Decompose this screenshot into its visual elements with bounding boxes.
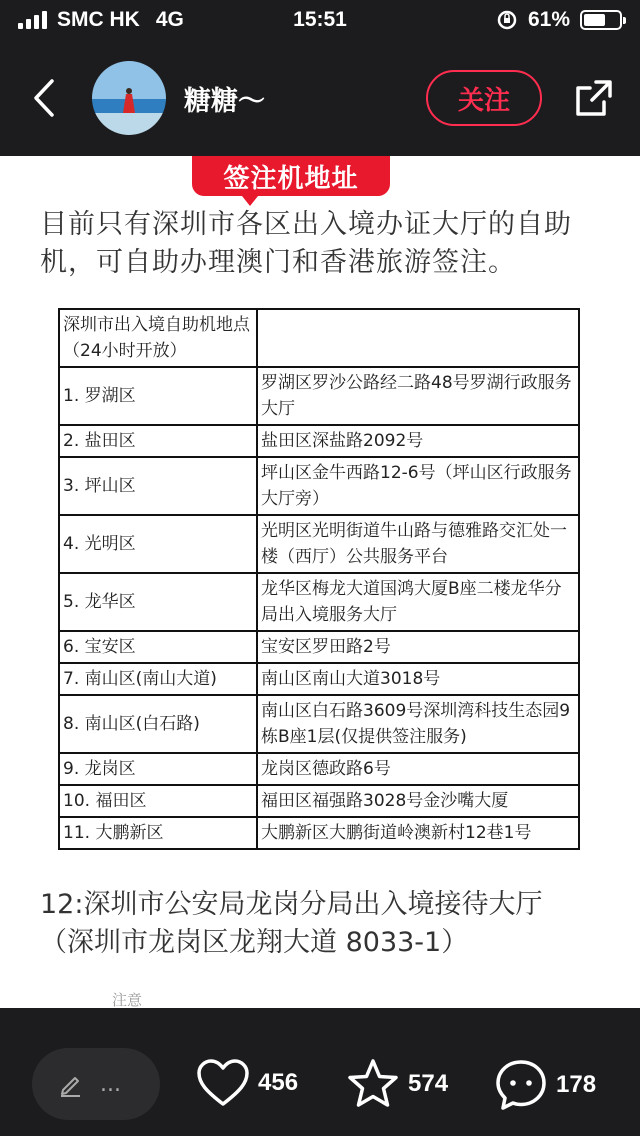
comment-button[interactable] bbox=[494, 1058, 596, 1112]
district-cell: 8. 南山区(白石路) bbox=[59, 695, 257, 753]
table-header-cell: 深圳市出入境自助机地点（24小时开放） bbox=[59, 309, 257, 367]
table-row bbox=[59, 631, 579, 663]
district-cell: 10. 福田区 bbox=[59, 785, 257, 817]
network-type: 4G bbox=[155, 8, 184, 31]
username[interactable]: 糖糖～ bbox=[184, 85, 265, 117]
table-header-cell bbox=[257, 309, 579, 367]
district-cell: 1. 罗湖区 bbox=[59, 367, 257, 425]
table-row bbox=[59, 753, 579, 785]
table-row bbox=[59, 785, 579, 817]
address-cell: 福田区福强路3028号金沙嘴大厦 bbox=[257, 785, 579, 817]
district-cell: 6. 宝安区 bbox=[59, 631, 257, 663]
battery-icon bbox=[580, 10, 622, 30]
address-cell: 光明区光明街道牛山路与德雅路交汇处一楼（西厅）公共服务平台 bbox=[257, 515, 579, 573]
heart-icon bbox=[196, 1058, 250, 1108]
favorite-button[interactable] bbox=[346, 1058, 448, 1110]
table-row bbox=[59, 695, 579, 753]
follow-button[interactable]: 关注 bbox=[426, 70, 542, 126]
intro-text: 目前只有深圳市各区出入境办证大厅的自助机，可自助办理澳门和香港旅游签注。 bbox=[40, 209, 572, 278]
nav-bar bbox=[0, 40, 640, 156]
address-cell: 南山区南山大道3018号 bbox=[257, 663, 579, 695]
bottom-bar bbox=[0, 1008, 640, 1136]
footer-line-1: 12:深圳市公安局龙岗分局出入境接待大厅 bbox=[40, 889, 543, 920]
share-button[interactable] bbox=[572, 76, 616, 120]
table-row bbox=[59, 573, 579, 631]
back-button[interactable] bbox=[24, 68, 64, 128]
table-row bbox=[59, 367, 579, 425]
carrier-name: SMC HK bbox=[57, 8, 140, 31]
chevron-left-icon bbox=[32, 78, 56, 118]
avatar[interactable] bbox=[92, 61, 166, 135]
comment-placeholder: ... bbox=[100, 1071, 121, 1097]
district-cell: 11. 大鹏新区 bbox=[59, 817, 257, 849]
address-cell: 大鹏新区大鹏街道岭澳新村12巷1号 bbox=[257, 817, 579, 849]
comment-input[interactable] bbox=[32, 1048, 160, 1120]
address-table bbox=[58, 308, 580, 850]
comment-count: 178 bbox=[556, 1071, 597, 1098]
address-cell: 罗湖区罗沙公路经二路48号罗湖行政服务大厅 bbox=[257, 367, 579, 425]
table-cutoff-text: 注意 bbox=[112, 991, 143, 1008]
table-header-row bbox=[59, 309, 579, 367]
table-row bbox=[59, 663, 579, 695]
district-cell: 4. 光明区 bbox=[59, 515, 257, 573]
section-stamp: 签注机地址 bbox=[192, 156, 390, 196]
district-cell: 3. 坪山区 bbox=[59, 457, 257, 515]
address-cell: 盐田区深盐路2092号 bbox=[257, 425, 579, 457]
clock: 15:51 bbox=[293, 8, 347, 31]
district-cell: 7. 南山区(南山大道) bbox=[59, 663, 257, 695]
address-cell: 龙华区梅龙大道国鸿大厦B座二楼龙华分局出入境服务大厅 bbox=[257, 573, 579, 631]
orientation-lock-icon bbox=[496, 9, 518, 31]
table-row bbox=[59, 515, 579, 573]
share-icon bbox=[574, 78, 614, 118]
battery-percent: 61% bbox=[527, 8, 570, 31]
district-cell: 2. 盐田区 bbox=[59, 425, 257, 457]
table-row bbox=[59, 817, 579, 849]
footer-text bbox=[40, 886, 610, 962]
footer-line-2: （深圳市龙岗区龙翔大道 8033-1） bbox=[40, 927, 469, 958]
like-count: 456 bbox=[258, 1069, 299, 1096]
post-content bbox=[0, 156, 640, 1008]
star-icon bbox=[346, 1058, 400, 1110]
district-cell: 9. 龙岗区 bbox=[59, 753, 257, 785]
status-bar bbox=[0, 0, 640, 40]
address-cell: 宝安区罗田路2号 bbox=[257, 631, 579, 663]
table-row bbox=[59, 425, 579, 457]
favorite-count: 574 bbox=[408, 1070, 449, 1097]
pencil-icon bbox=[58, 1071, 84, 1097]
like-button[interactable] bbox=[196, 1058, 298, 1108]
table-row bbox=[59, 457, 579, 515]
address-cell: 南山区白石路3609号深圳湾科技生态园9栋B座1层(仅提供签注服务) bbox=[257, 695, 579, 753]
address-cell: 龙岗区德政路6号 bbox=[257, 753, 579, 785]
district-cell: 5. 龙华区 bbox=[59, 573, 257, 631]
comment-bubble-icon bbox=[494, 1058, 548, 1112]
address-cell: 坪山区金牛西路12-6号（坪山区行政服务大厅旁） bbox=[257, 457, 579, 515]
signal-icon bbox=[18, 11, 47, 29]
